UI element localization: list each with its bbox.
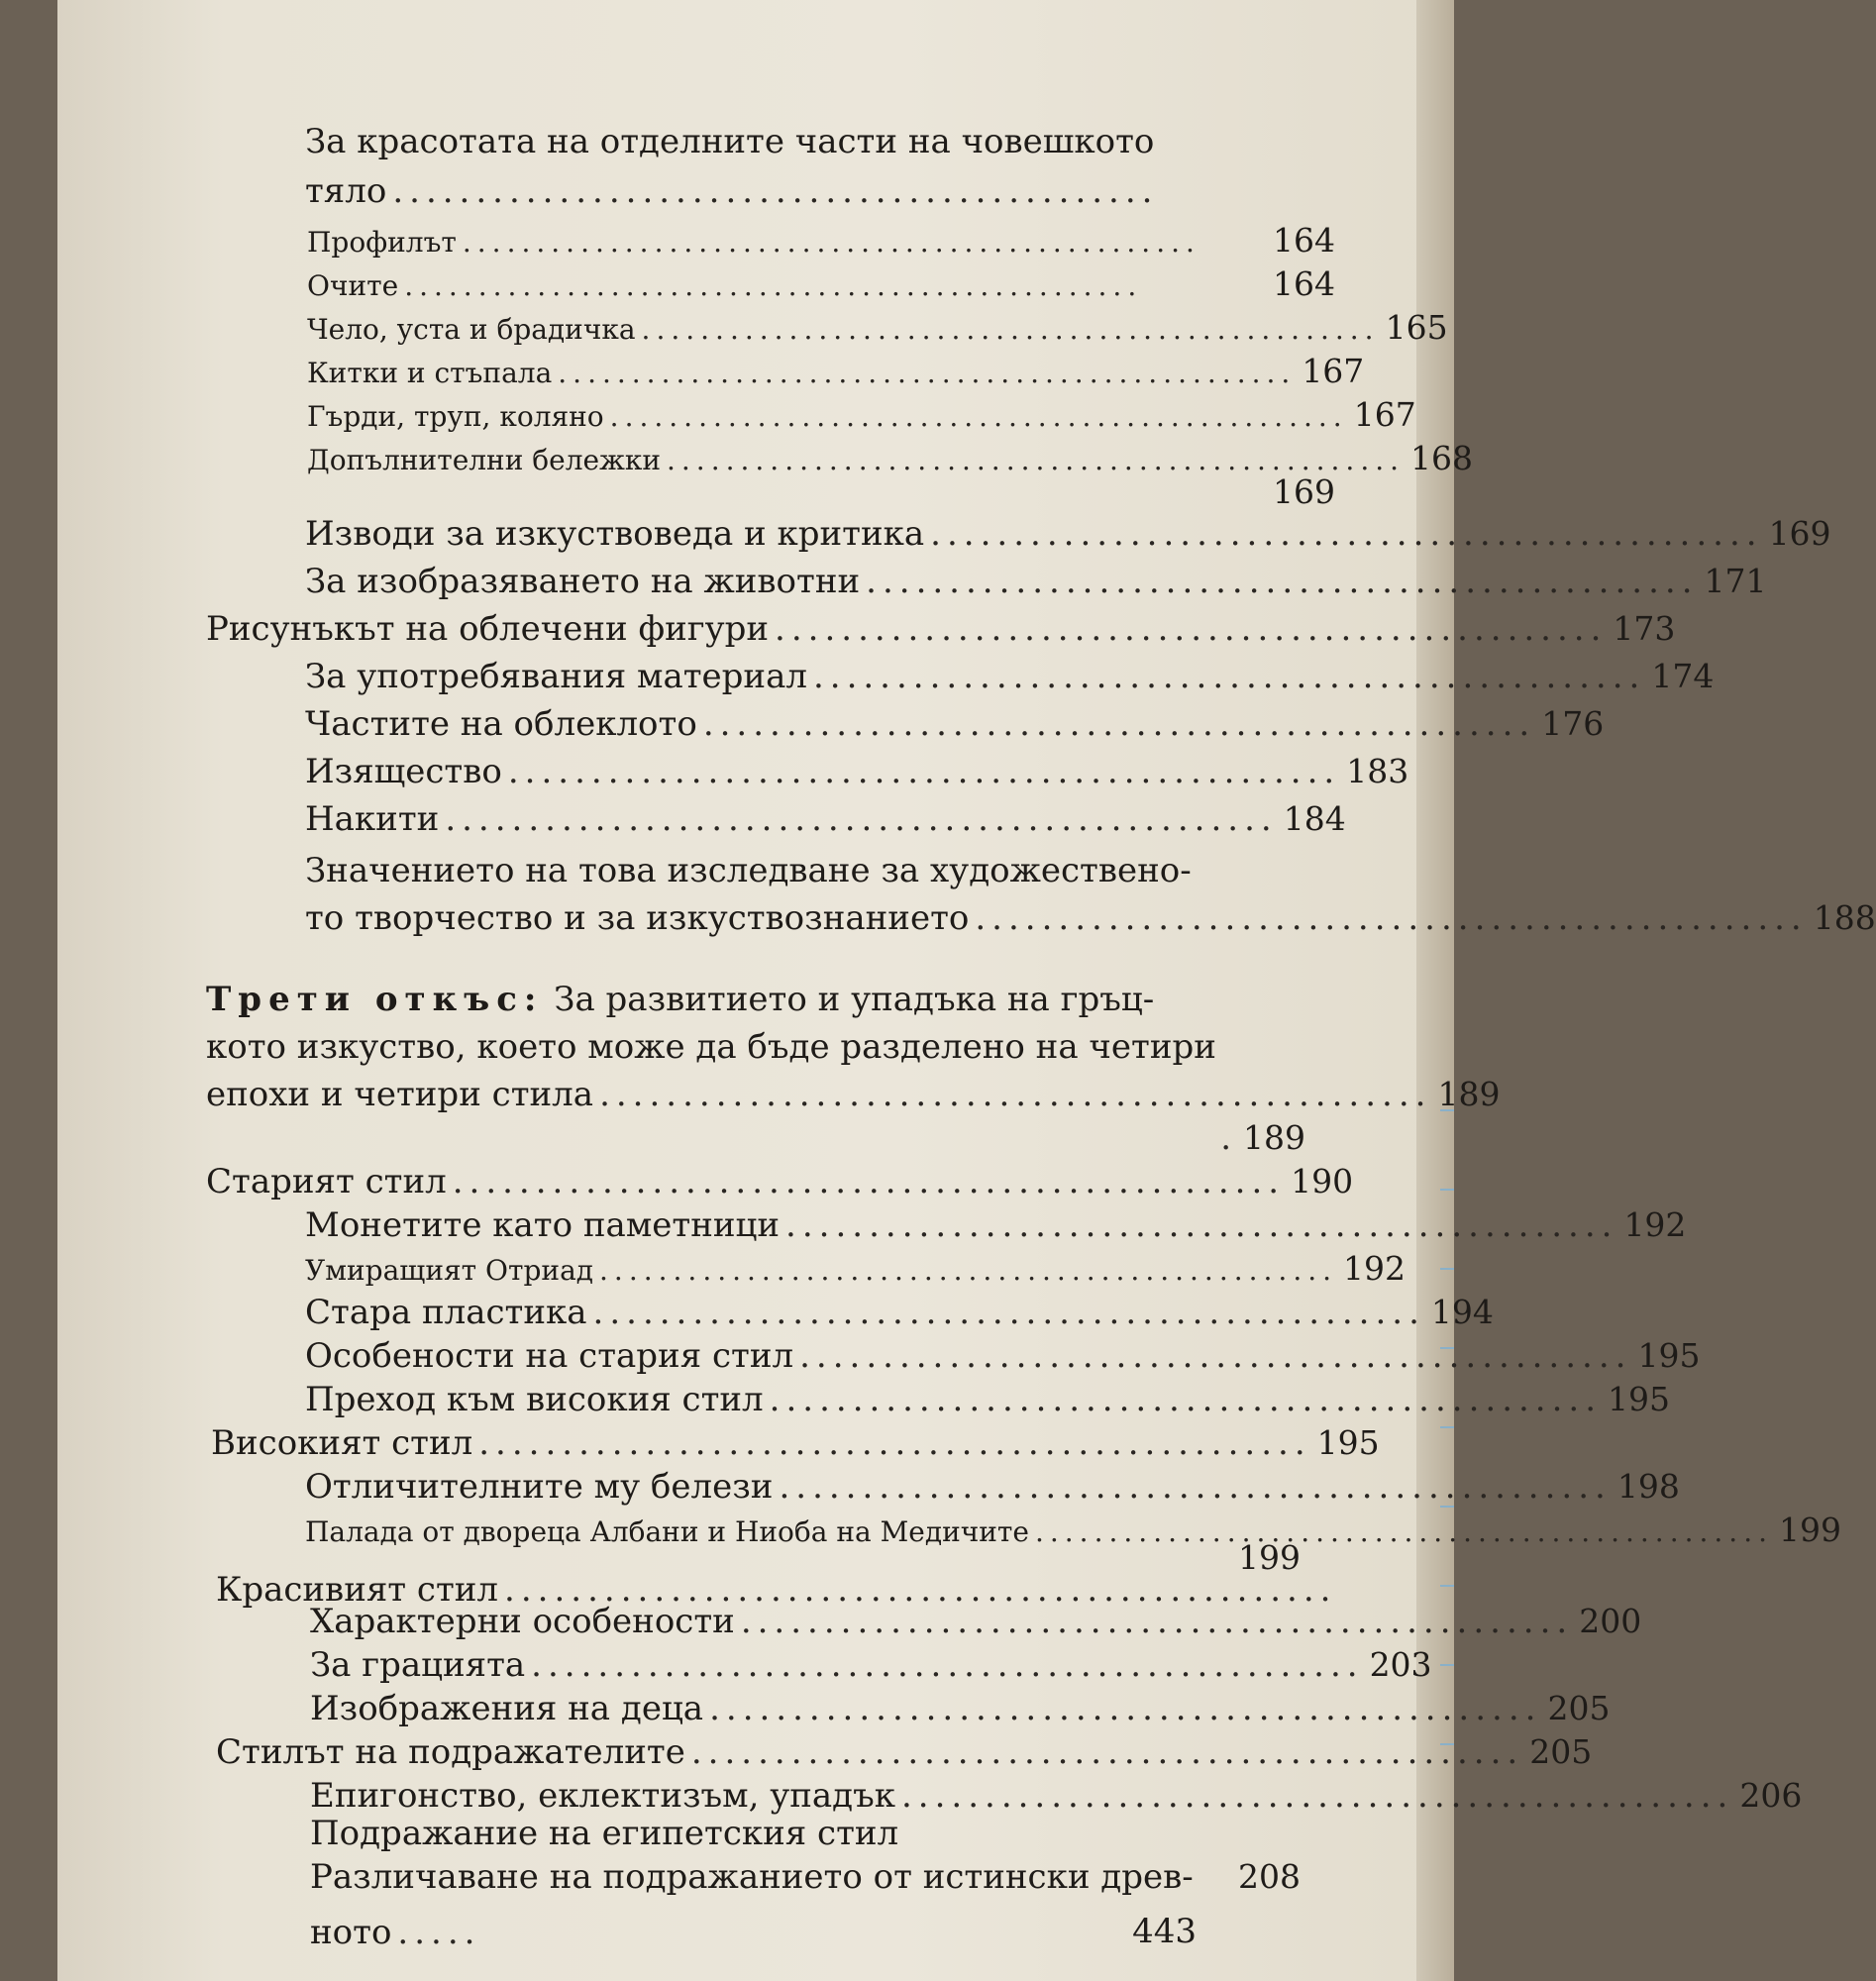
page-number: 192 xyxy=(1623,1205,1687,1244)
toc-entry: Китки и стъпала .................................................. 167 xyxy=(307,349,1335,394)
page-number: 171 xyxy=(1704,562,1767,600)
toc-entry: За грацията .................................................. 203 xyxy=(310,1642,1301,1688)
page-number: 168 xyxy=(1410,439,1474,477)
page-number: 205 xyxy=(1547,1689,1611,1727)
page-number: 190 xyxy=(1291,1162,1354,1200)
section-heading xyxy=(206,977,1305,1022)
toc-entry: Изводи за изкуствоведа и критика .................................................. 169 xyxy=(305,511,1335,557)
toc-entry: Чело, уста и брадичка .................................................. 165 xyxy=(307,305,1335,351)
toc-entry: За красотата на отделните части на човешкото xyxy=(305,122,1155,161)
toc-entry: тяло .............................................. xyxy=(305,171,1159,211)
toc-entry: Красивият стил .................................................. xyxy=(216,1570,1337,1610)
toc-entry: Подражание на египетския стил xyxy=(310,1814,899,1853)
toc-entry: Очите .................................................. 164 xyxy=(307,261,1335,307)
page-number: 199 xyxy=(1238,1538,1301,1577)
page-number: 203 xyxy=(1369,1645,1432,1684)
toc-entry: . 189 xyxy=(206,1115,1305,1161)
page-number: 169 xyxy=(1768,514,1831,553)
page-number: 195 xyxy=(1637,1336,1701,1375)
toc-entry: Значението на това изследване за художествено- xyxy=(305,851,1192,890)
page-number: 184 xyxy=(1283,799,1346,838)
page-number: 198 xyxy=(1616,1467,1680,1506)
page-number: 174 xyxy=(1651,657,1715,695)
page-number: 164 xyxy=(1273,221,1335,260)
toc-entry: то творчество и за изкуствознанието .................................................. 188 xyxy=(305,895,1321,941)
page-number: 194 xyxy=(1430,1293,1494,1331)
page-number: 164 xyxy=(1273,264,1335,303)
toc-entry: Умиращият Отриад .................................................. 192 xyxy=(305,1246,1305,1292)
toc-entry: Стилът на подражателите .................................................. 205 xyxy=(216,1729,1301,1775)
toc-entry: Допълнителни бележки .................................................. 168 xyxy=(307,436,1335,481)
page-number: 200 xyxy=(1579,1602,1642,1640)
page-number: 208 xyxy=(1238,1857,1301,1896)
page-number: 189 xyxy=(1243,1118,1305,1157)
toc-entry: Изображения на деца .................................................. 205 xyxy=(310,1686,1301,1731)
toc-entry: Частите на облеклото .................................................. 176 xyxy=(305,701,1321,747)
page-number: 167 xyxy=(1302,352,1365,390)
page-number: 188 xyxy=(1813,898,1876,937)
page-number: 206 xyxy=(1739,1776,1803,1815)
toc-entry: За изобразяването на животни .................................................. 171 xyxy=(305,559,1321,604)
toc-entry: Характерни особености .................................................. 200 xyxy=(310,1599,1301,1644)
page-number: 199 xyxy=(1779,1511,1842,1549)
page-number: 169 xyxy=(1273,472,1335,511)
toc-entry: Рисунъкът на облечени фигури .................................................. 173 xyxy=(206,606,1321,652)
toc-entry: Старият стил .................................................. 190 xyxy=(206,1159,1305,1204)
toc-entry: Изящество .................................................. 183 xyxy=(305,749,1321,794)
toc-entry: Високият стил .................................................. 195 xyxy=(211,1420,1305,1466)
toc-entry: Палада от двореца Албани и Ниоба на Медичите .................................................. 199 xyxy=(305,1508,1305,1553)
book-page xyxy=(57,0,1876,1981)
table-of-contents xyxy=(57,0,1876,1981)
page-number: 173 xyxy=(1613,609,1676,648)
section-label: Трети откъс: xyxy=(206,980,544,1019)
page-number: 167 xyxy=(1353,395,1416,434)
page-number: 195 xyxy=(1316,1423,1380,1462)
toc-entry xyxy=(305,469,1335,515)
toc-entry: Накити .................................................. 184 xyxy=(305,796,1321,842)
page-number: 183 xyxy=(1346,752,1409,790)
page-number: 165 xyxy=(1385,308,1448,347)
section-title: За развитието и упадъка на гръц- xyxy=(543,980,1155,1019)
toc-entry: Профилът .................................................. 164 xyxy=(307,218,1335,263)
toc-entry: Особености на стария стил .................................................. 195 xyxy=(305,1333,1305,1379)
page-number: 189 xyxy=(1437,1075,1501,1113)
toc-entry: Отличителните му белези .................................................. 198 xyxy=(305,1464,1305,1510)
page-number: 195 xyxy=(1608,1380,1671,1418)
toc-entry: епохи и четири стила .................................................. 189 xyxy=(206,1072,1305,1117)
toc-entry: ното ..... xyxy=(310,1913,481,1952)
toc-entry: Стара пластика .................................................. 194 xyxy=(305,1290,1305,1335)
toc-entry: Преход към високия стил .................................................. 195 xyxy=(305,1377,1305,1422)
toc-entry: Различаване на подражанието от истински древ- 208 xyxy=(310,1854,1301,1900)
page-number: 176 xyxy=(1541,704,1605,743)
toc-entry: Гърди, труп, коляно .................................................. 167 xyxy=(307,392,1335,438)
toc-entry: Монетите като паметници .................................................. 192 xyxy=(305,1202,1305,1248)
page-number: 192 xyxy=(1343,1249,1407,1288)
toc-entry: Епигонство, еклектизъм, упадък .................................................. 206 xyxy=(310,1773,1301,1819)
toc-entry: кото изкуство, което може да бъде разделено на четири xyxy=(206,1027,1216,1067)
page-number: 205 xyxy=(1529,1732,1593,1771)
page-folio: 443 xyxy=(1132,1912,1197,1951)
toc-entry: За употребявания материал .................................................. 174 xyxy=(305,654,1321,699)
